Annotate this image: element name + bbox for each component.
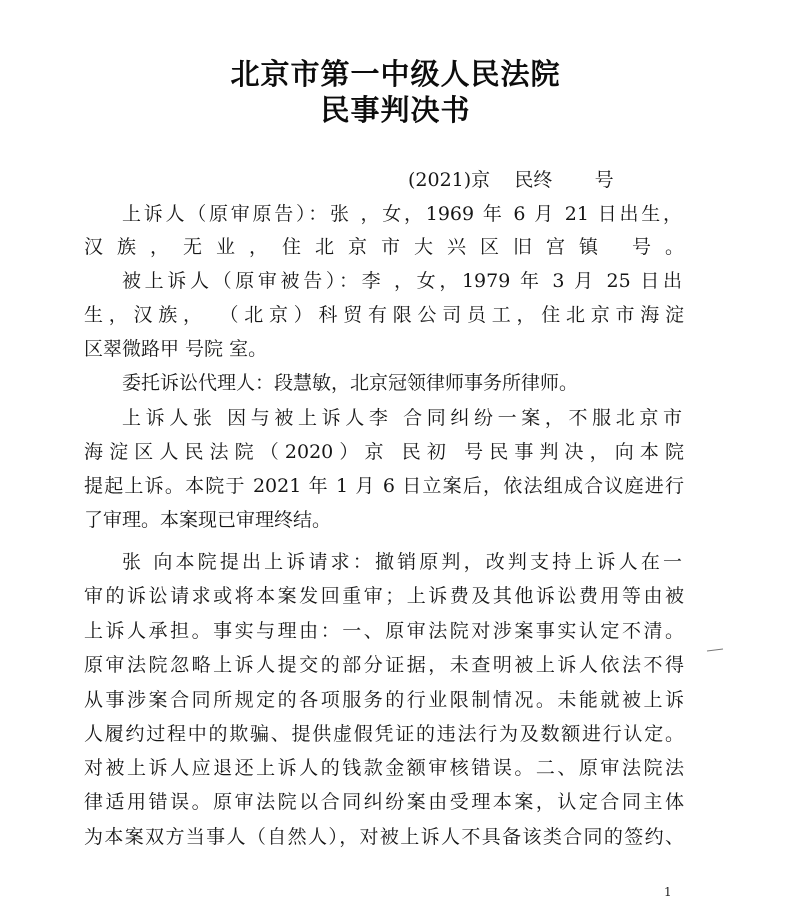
text-line: 原审法院忽略上诉人提交的部分证据，未查明被上诉人依法不得 (84, 654, 684, 676)
text-line: 人履约过程中的欺骗、提供虚假凭证的违法行为及数额进行认定。 (84, 723, 684, 745)
text-line: 海淀区人民法院（2020）京 民初 号民事判决，向本院 (84, 441, 684, 463)
page-number: 1 (664, 885, 672, 899)
text-line: 从事涉案合同所规定的各项服务的行业限制情况。未能就被上诉 (84, 689, 684, 711)
document-type-title: 民事判决书 (320, 93, 471, 127)
text-line: 了审理。本案现已审理终结。 (84, 509, 332, 531)
text-line: 汉族，无业，住北京市大兴区旧宫镇 号。 (84, 236, 684, 258)
text-line: 生，汉族， （北京）科贸有限公司员工，住北京市海淀 (84, 304, 684, 326)
text-line: 律适用错误。原审法院以合同纠纷案由受理本案，认定合同主体 (84, 791, 684, 813)
text-line: 审的诉讼请求或将本案发回重审；上诉费及其他诉讼费用等由被 (84, 585, 684, 607)
court-name-title: 北京市第一中级人民法院 (230, 57, 561, 91)
text-line: 区翠微路甲 号院 室。 (84, 338, 268, 360)
text-line: 张 向本院提出上诉请求：撤销原判，改判支持上诉人在一 (122, 551, 682, 573)
text-line: 被上诉人（原审被告）：李 ，女，1979 年 3 月 25 日出 (122, 270, 682, 292)
text-line: 上诉人承担。事实与理由：一、原审法院对涉案事实认定不清。 (84, 620, 684, 642)
text-line: 提起上诉。本院于 2021 年 1 月 6 日立案后，依法组成合议庭进行 (84, 475, 684, 497)
text-line: 为本案双方当事人（自然人），对被上诉人不具备该类合同的签约、 (84, 826, 684, 848)
text-line: 上诉人张 因与被上诉人李 合同纠纷一案，不服北京市 (122, 407, 682, 429)
case-number: (2021)京 民终 号 (408, 169, 614, 191)
text-line: 委托诉讼代理人：段慧敏，北京冠领律师事务所律师。 (122, 372, 579, 394)
pen-mark (706, 648, 724, 652)
text-line: 对被上诉人应退还上诉人的钱款金额审核错误。二、原审法院法 (84, 757, 684, 779)
text-line: 上诉人（原审原告）：张 ，女，1969 年 6 月 21 日出生， (122, 203, 682, 225)
